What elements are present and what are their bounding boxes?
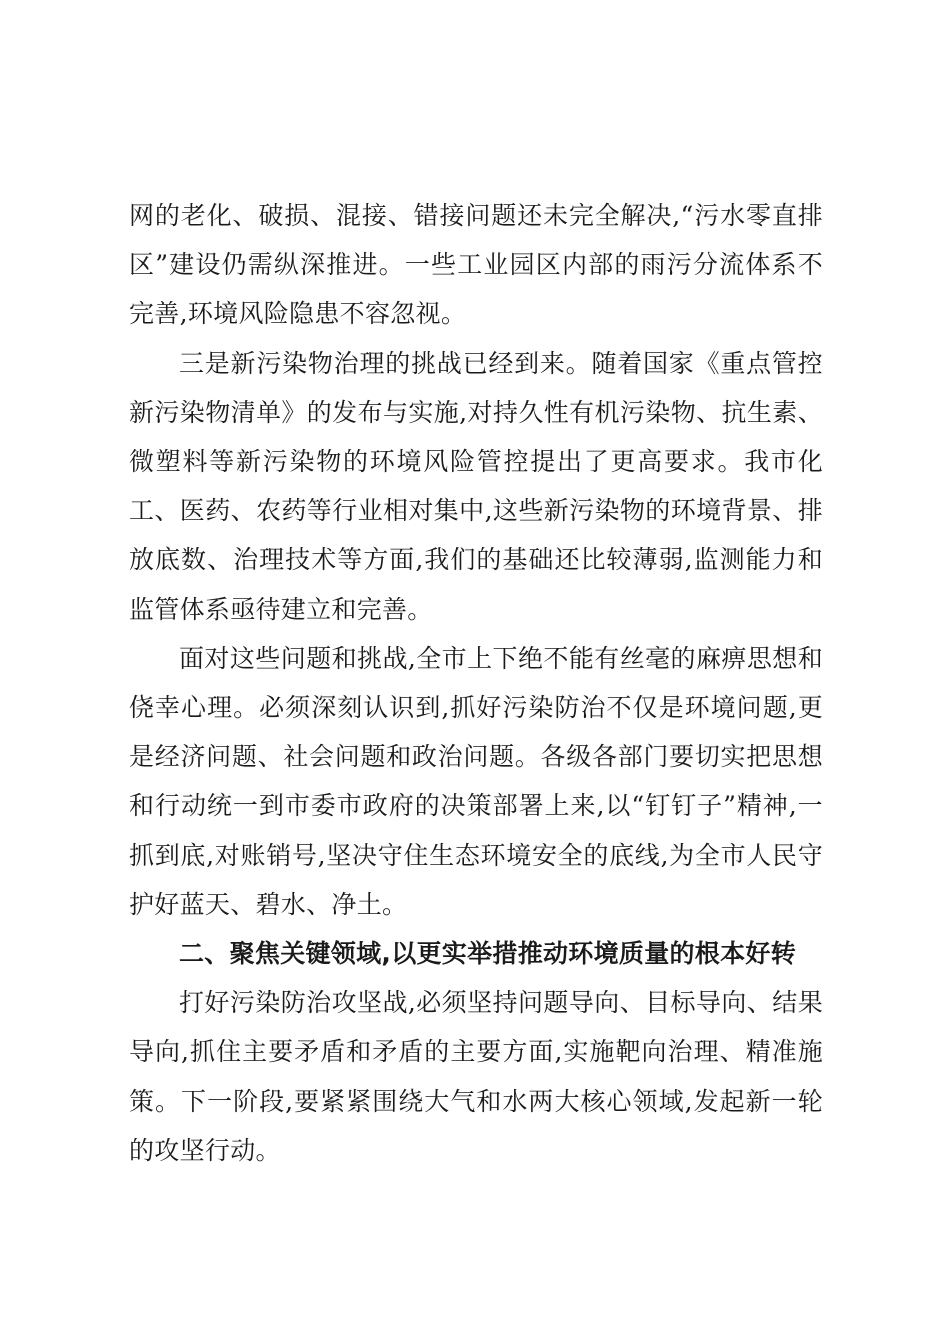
paragraph-3: 面对这些问题和挑战,全市上下绝不能有丝毫的麻痹思想和侥幸心理。必须深刻认识到,抓好污染防治不仅是环境问题,更是经济问题、社会问题和政治问题。各级各部门要切实把思想和行动统一到市委市政府的决策部署上来,以“钉钉子”精神,一抓到底,对账销号,坚决守住生态环境安全的底线,为全市人民守护好蓝天、碧水、净土。 [129,643,823,919]
section-heading: 二、聚焦关键领域,以更实举措推动环境质量的根本好转 [179,939,796,969]
paragraph-1: 网的老化、破损、混接、错接问题还未完全解决,“污水零直排区”建设仍需纵深推进。一些工业园区内部的雨污分流体系不完善,环境风险隐患不容忽视。 [129,201,823,329]
document-body [129,191,823,1175]
paragraph-2: 三是新污染物治理的挑战已经到来。随着国家《重点管控新污染物清单》的发布与实施,对持久性有机污染物、抗生素、微塑料等新污染物的环境风险管控提出了更高要求。我市化工、医药、农药等行业相对集中,这些新污染物的环境背景、排放底数、治理技术等方面,我们的基础还比较薄弱,监测能力和监管体系亟待建立和完善。 [129,348,823,624]
paragraph-4: 打好污染防治攻坚战,必须坚持问题导向、目标导向、结果导向,抓住主要矛盾和矛盾的主要方面,实施靶向治理、精准施策。下一阶段,要紧紧围绕大气和水两大核心领域,发起新一轮的攻坚行动。 [129,988,823,1165]
